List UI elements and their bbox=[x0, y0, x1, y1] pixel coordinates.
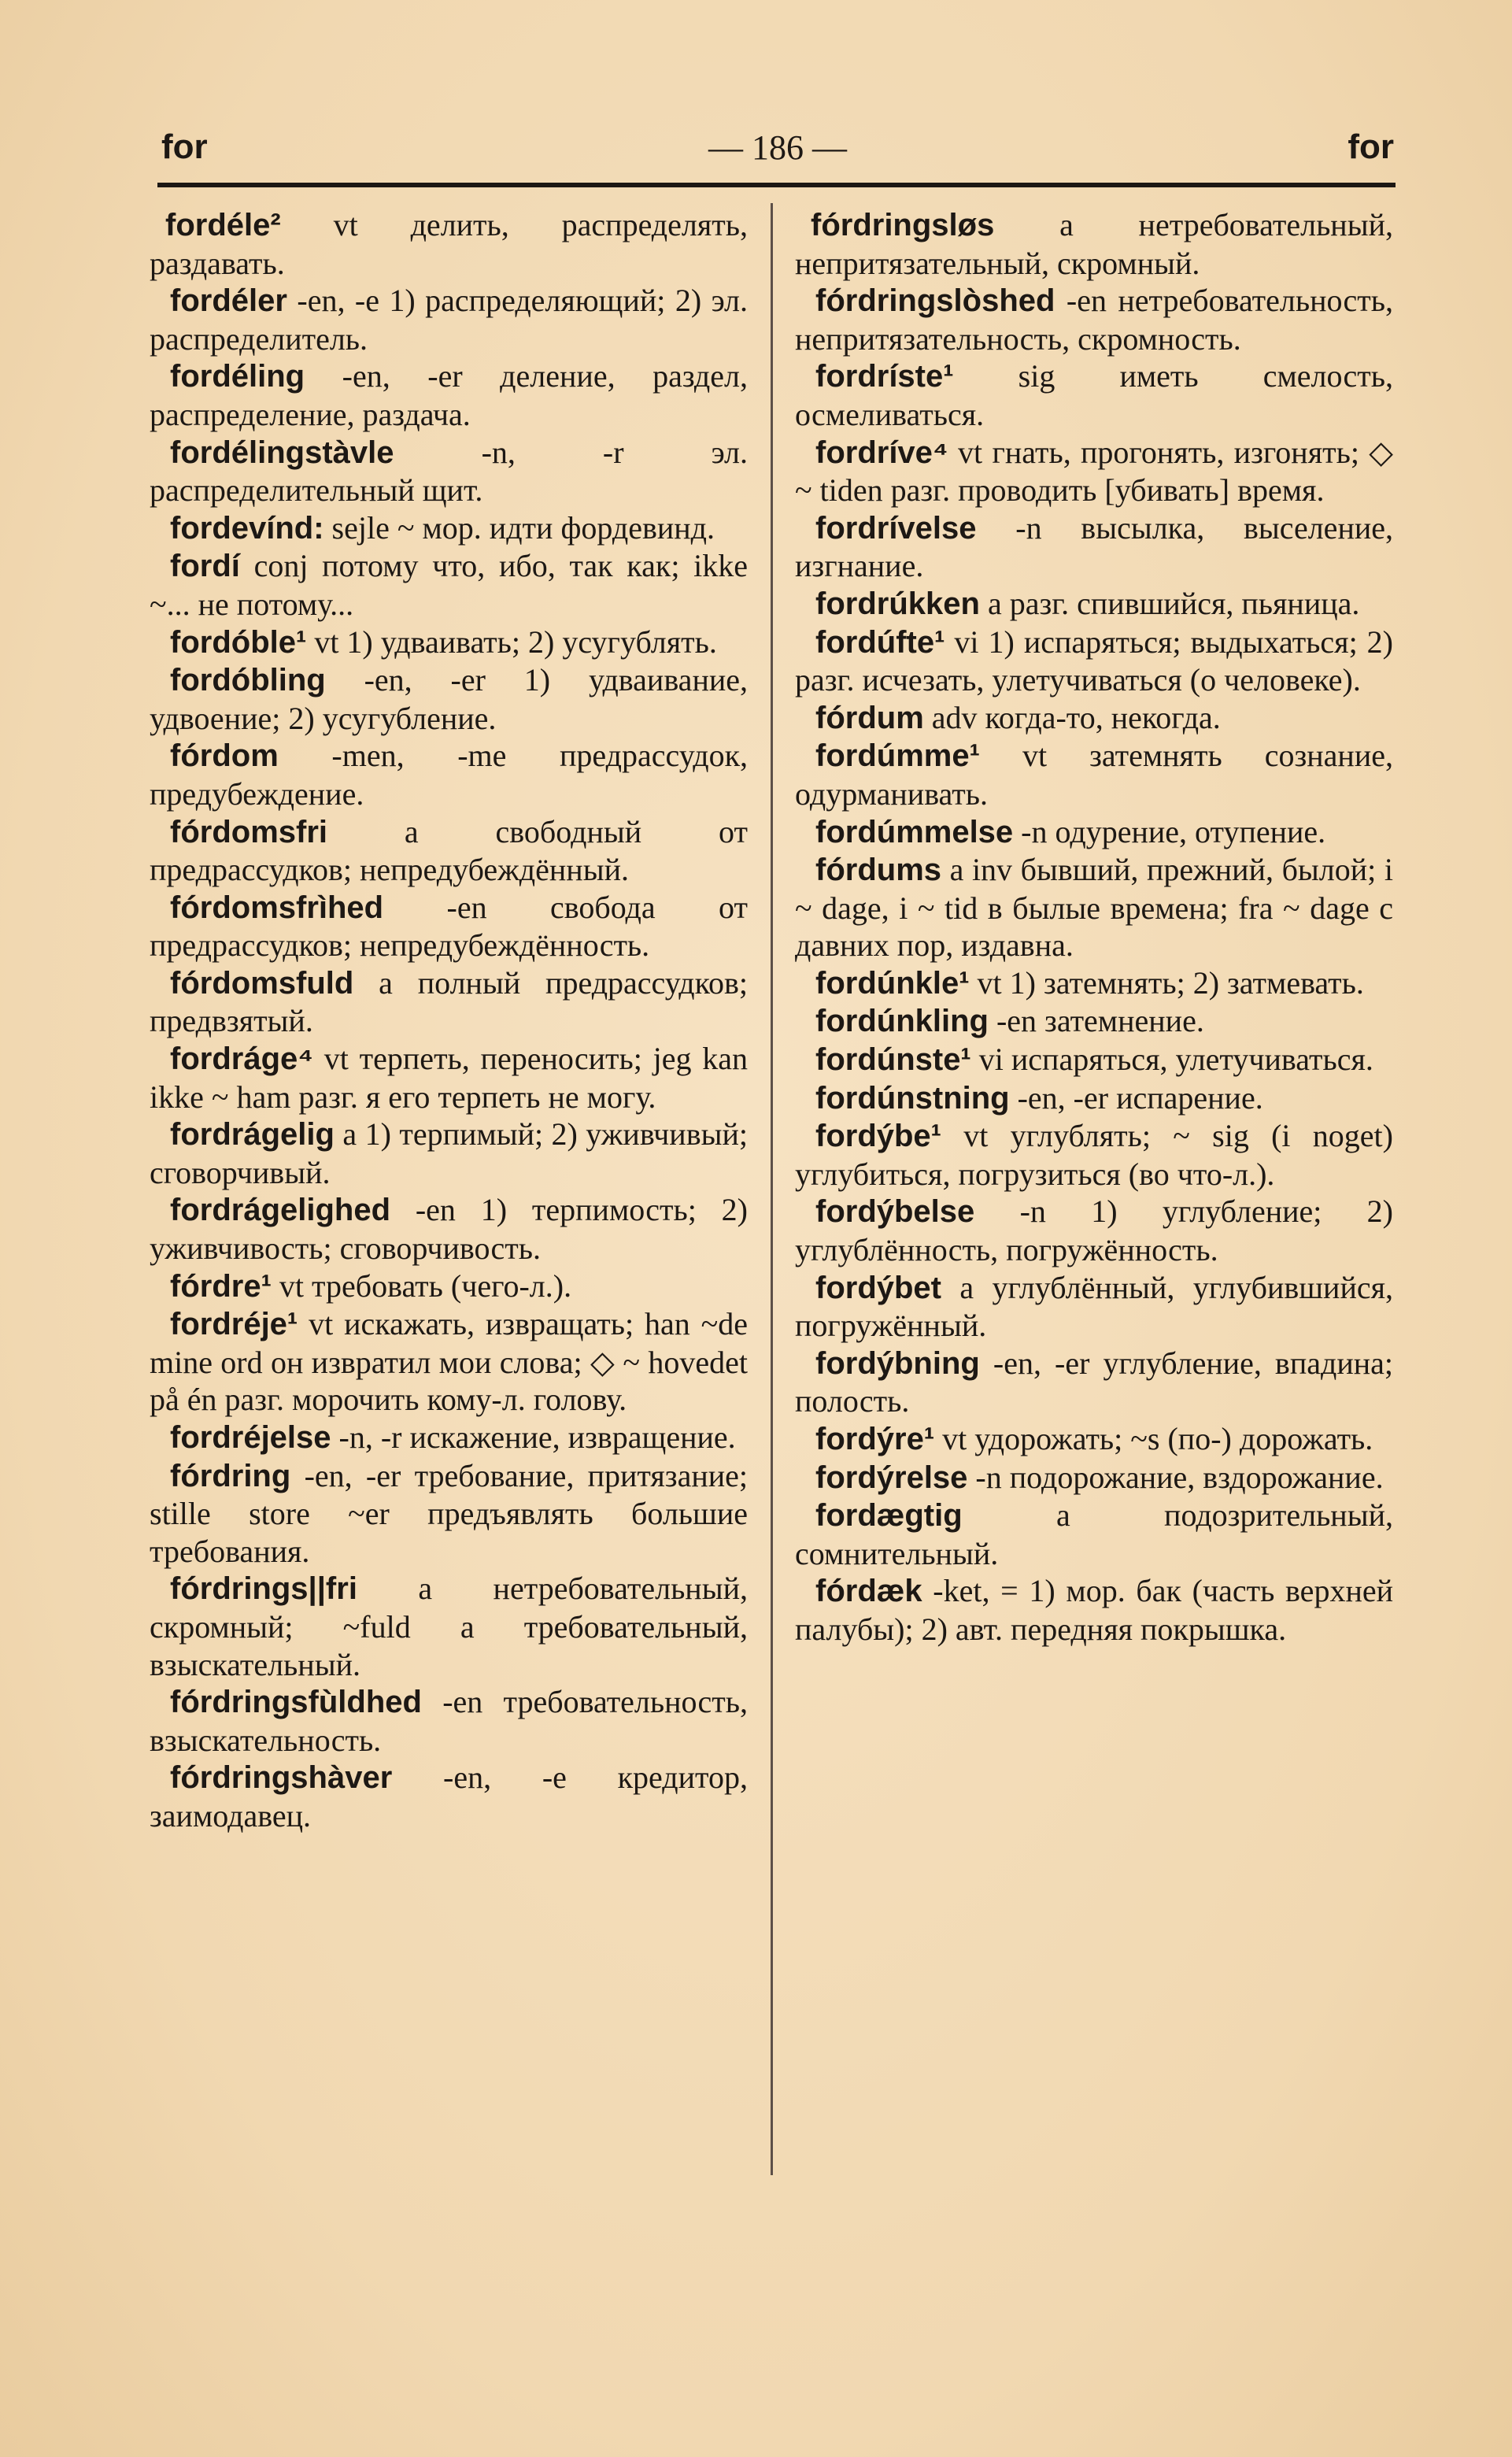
entry-headword: fordýbning bbox=[815, 1345, 980, 1381]
entry-headword: fordúnkling bbox=[815, 1004, 989, 1039]
entry-headword: fórdringsløs bbox=[811, 208, 995, 242]
entry-headword: fordýbelse bbox=[815, 1194, 975, 1230]
entry-definition: -n высылка, выселение, изгнание. bbox=[795, 509, 1394, 584]
column-divider bbox=[771, 203, 773, 2175]
entry-headword: fórdomsfri bbox=[170, 814, 327, 849]
entry-headword: fordrúkken bbox=[815, 586, 980, 621]
dictionary-entry bbox=[150, 1759, 748, 1834]
dictionary-entry bbox=[795, 1572, 1393, 1648]
entry-definition: vt затемнять сознание, одурманивать. bbox=[795, 738, 1393, 812]
entry-headword: fordóbling bbox=[170, 663, 326, 698]
entry-definition: a нетребовательный, скромный; ~fuld a требовательный, взыскательный. bbox=[150, 1571, 748, 1682]
entry-headword: fordéle² bbox=[165, 208, 281, 242]
entry-headword: fórdæk bbox=[815, 1574, 922, 1609]
entry-definition: vt 1) удваивать; 2) усугублять. bbox=[314, 624, 717, 660]
entry-headword: fordrívelse bbox=[815, 510, 977, 546]
entry-definition: vt удорожать; ~s (по-) дорожать. bbox=[942, 1421, 1373, 1456]
dictionary-entry bbox=[795, 1041, 1393, 1079]
entry-definition: a подозрительный, сомнительный. bbox=[795, 1497, 1393, 1571]
dictionary-entry bbox=[795, 1420, 1393, 1459]
entry-headword: fórdring bbox=[170, 1458, 291, 1493]
entry-definition: -en, -er деление, раздел, распределение, раздача. bbox=[150, 358, 748, 432]
entry-headword: fórdum bbox=[815, 700, 924, 735]
entry-headword: fórdom bbox=[170, 738, 279, 774]
dictionary-entry bbox=[795, 1117, 1393, 1193]
entry-headword: fordóble¹ bbox=[170, 624, 307, 660]
dictionary-entry bbox=[150, 1116, 748, 1191]
entry-definition: -en, -e 1) распределяющий; 2) эл. распределитель. bbox=[150, 283, 749, 357]
dictionary-entry bbox=[150, 1040, 748, 1116]
entry-headword: fordýbe¹ bbox=[815, 1119, 941, 1154]
dictionary-entry bbox=[150, 1683, 748, 1759]
dictionary-entry bbox=[150, 737, 748, 812]
entry-headword: fordúfte¹ bbox=[815, 624, 945, 660]
entry-headword: fordéler bbox=[170, 283, 287, 319]
entry-headword: fordúmmelse bbox=[815, 814, 1014, 849]
entry-definition: -men, -me предрассудок, предубеждение. bbox=[150, 738, 748, 812]
entry-definition: -en, -e кредитор, заимодавец. bbox=[150, 1759, 748, 1833]
entry-headword: fórdre¹ bbox=[170, 1268, 272, 1304]
entry-definition: sejle ~ мор. идти фордевинд. bbox=[331, 509, 715, 546]
entry-headword: fordí bbox=[170, 549, 240, 584]
entry-headword: fordýrelse bbox=[815, 1460, 968, 1495]
dictionary-entry bbox=[150, 813, 748, 889]
entry-headword: fordýre¹ bbox=[815, 1422, 935, 1456]
entry-headword: fordráge⁴ bbox=[170, 1042, 314, 1077]
entry-headword: fórdums bbox=[815, 853, 941, 888]
entry-headword: fordéling bbox=[170, 359, 305, 394]
entry-definition: a разг. спившийся, пьяница. bbox=[987, 585, 1360, 621]
page-number: — 186 — bbox=[708, 128, 847, 167]
dictionary-entry bbox=[795, 813, 1393, 852]
dictionary-entry bbox=[795, 737, 1393, 812]
dictionary-entry bbox=[795, 1459, 1393, 1497]
entry-headword: fórdringshàver bbox=[170, 1760, 393, 1796]
dictionary-entry bbox=[150, 206, 748, 282]
entry-headword: fordrágelig bbox=[170, 1117, 335, 1153]
entry-headword: fórdringsfùldhed bbox=[170, 1685, 422, 1720]
dictionary-entry bbox=[795, 1079, 1393, 1118]
dictionary-entry bbox=[795, 624, 1393, 699]
left-column bbox=[150, 206, 748, 1835]
right-column bbox=[795, 206, 1393, 1648]
entry-definition: a углублённый, углубившийся, погружённый. bbox=[795, 1269, 1394, 1344]
entry-definition: vi 1) испаряться; выдыхаться; 2) разг. исчезать, улетучиваться (о человеке). bbox=[795, 624, 1393, 698]
dictionary-entry bbox=[795, 434, 1393, 509]
dictionary-entry bbox=[795, 1002, 1393, 1041]
dictionary-entry bbox=[150, 1267, 748, 1306]
page-header bbox=[161, 128, 1394, 183]
entry-definition: -en затемнение. bbox=[996, 1003, 1204, 1039]
entry-definition: -en свобода от предрассудков; непредубеждённость. bbox=[150, 889, 748, 964]
dictionary-entry bbox=[795, 699, 1393, 738]
dictionary-entry bbox=[150, 357, 748, 433]
header-rule bbox=[157, 183, 1396, 187]
entry-definition: -en, -er 1) удваивание, удвоение; 2) усугубление. bbox=[150, 662, 749, 736]
dictionary-entry bbox=[150, 434, 748, 509]
entry-definition: vt искажать, извращать; han ~de mine ord он извратил мои слова; ◇ ~ hovedet på én разг. морочить кому-л. голову. bbox=[150, 1306, 748, 1418]
entry-definition: -en, -er испарение. bbox=[1017, 1079, 1263, 1116]
entry-headword: fordúnstning bbox=[815, 1080, 1010, 1116]
entry-headword: fordríve⁴ bbox=[815, 435, 948, 470]
entry-definition: a 1) терпимый; 2) уживчивый; сговорчивый. bbox=[150, 1116, 748, 1190]
entry-definition: a полный предрассудков; предвзятый. bbox=[150, 964, 749, 1039]
entry-headword: fordýbet bbox=[815, 1270, 941, 1305]
entry-headword: fórdrings||fri bbox=[170, 1571, 357, 1607]
entry-definition: a inv бывший, прежний, былой; i ~ dage, i ~ tid в былые времена; fra ~ dage с давних пор, издавна. bbox=[795, 852, 1393, 964]
entry-definition: conj потому что, ибо, так как; ikke ~... не потому... bbox=[150, 548, 749, 622]
entry-definition: vt делить, распределять, раздавать. bbox=[150, 207, 748, 281]
dictionary-entry bbox=[795, 206, 1393, 282]
entry-headword: fordúmme¹ bbox=[815, 738, 980, 774]
entry-definition: a нетребовательный, непритязательный, скромный. bbox=[795, 207, 1393, 281]
entry-definition: -en, -er углубление, впадина; полость. bbox=[795, 1345, 1394, 1419]
dictionary-entry bbox=[150, 1419, 748, 1457]
dictionary-entry bbox=[795, 851, 1393, 964]
entry-definition: vt гнать, прогонять, изгонять; ◇ ~ tiden разг. проводить [убивать] время. bbox=[795, 434, 1393, 509]
entry-headword: fordrágelighed bbox=[170, 1193, 391, 1228]
dictionary-entry bbox=[150, 1191, 748, 1267]
dictionary-entry bbox=[795, 585, 1393, 624]
dictionary-entry bbox=[795, 282, 1393, 357]
dictionary-entry bbox=[150, 889, 748, 964]
entry-definition: vt терпеть, переносить; jeg kan ikke ~ ham разг. я его терпеть не могу. bbox=[150, 1041, 748, 1115]
dictionary-entry bbox=[795, 509, 1393, 585]
entry-definition: -ket, = 1) мор. бак (часть верхней палубы); 2) авт. передняя покрышка. bbox=[795, 1573, 1394, 1647]
header-left-catchword: for bbox=[161, 128, 208, 166]
dictionary-entry bbox=[150, 282, 748, 357]
entry-definition: -n, -r эл. распределительный щит. bbox=[150, 434, 749, 509]
entry-headword: fórdomsfuld bbox=[170, 965, 354, 1001]
entry-definition: -n 1) углубление; 2) углублённость, погружённость. bbox=[795, 1193, 1393, 1268]
dictionary-entry bbox=[795, 964, 1393, 1003]
dictionary-entry bbox=[150, 624, 748, 662]
entry-definition: -en нетребовательность, непритязательность, скромность. bbox=[795, 283, 1393, 357]
dictionary-entry bbox=[150, 1305, 748, 1419]
entry-headword: fordréje¹ bbox=[170, 1307, 298, 1342]
dictionary-entry bbox=[150, 547, 748, 623]
dictionary-entry bbox=[795, 1193, 1393, 1268]
entry-definition: vt углублять; ~ sig (i noget) углубиться, погрузиться (во что-л.). bbox=[795, 1118, 1393, 1192]
dictionary-entry bbox=[150, 1457, 748, 1571]
dictionary-entry bbox=[795, 357, 1393, 433]
entry-definition: -en, -er требование, притязание; stille store ~er предъявлять большие требования. bbox=[150, 1457, 748, 1569]
entry-definition: adv когда-то, некогда. bbox=[931, 699, 1221, 735]
entry-definition: -n, -r искажение, извращение. bbox=[338, 1419, 736, 1455]
entry-definition: vi испаряться, улетучиваться. bbox=[978, 1042, 1373, 1078]
dictionary-entry bbox=[150, 661, 748, 737]
entry-headword: fordríste¹ bbox=[815, 359, 954, 394]
dictionary-entry bbox=[150, 964, 748, 1040]
dictionary-entry bbox=[795, 1269, 1393, 1345]
dictionary-entry bbox=[150, 509, 748, 548]
entry-headword: fordélingstàvle bbox=[170, 435, 394, 470]
entry-headword: fordevínd: bbox=[170, 510, 324, 546]
entry-definition: sig иметь смелость, осмеливаться. bbox=[795, 358, 1393, 432]
dictionary-entry bbox=[795, 1497, 1393, 1572]
entry-headword: fórdomsfrìhed bbox=[170, 890, 384, 925]
dictionary-entry bbox=[150, 1570, 748, 1683]
entry-headword: fordúnste¹ bbox=[815, 1042, 971, 1078]
entry-headword: fordúnkle¹ bbox=[815, 965, 970, 1001]
entry-headword: fordréjelse bbox=[170, 1420, 331, 1455]
dictionary-entry bbox=[795, 1345, 1393, 1420]
entry-definition: a свободный от предрассудков; непредубеждённый. bbox=[150, 813, 749, 888]
entry-definition: vt требовать (чего-л.). bbox=[279, 1267, 572, 1304]
entry-definition: -en 1) терпимость; 2) уживчивость; сговорчивость. bbox=[150, 1192, 748, 1267]
header-right-catchword: for bbox=[1347, 128, 1394, 166]
entry-definition: -n подорожание, вздорожание. bbox=[975, 1459, 1384, 1495]
entry-definition: -en требовательность, взыскательность. bbox=[150, 1684, 749, 1758]
entry-definition: -n одурение, отупение. bbox=[1021, 813, 1326, 849]
entry-headword: fordægtig bbox=[815, 1498, 963, 1534]
entry-definition: vt 1) затемнять; 2) затмевать. bbox=[977, 964, 1364, 1001]
entry-headword: fórdringslòshed bbox=[815, 283, 1055, 319]
